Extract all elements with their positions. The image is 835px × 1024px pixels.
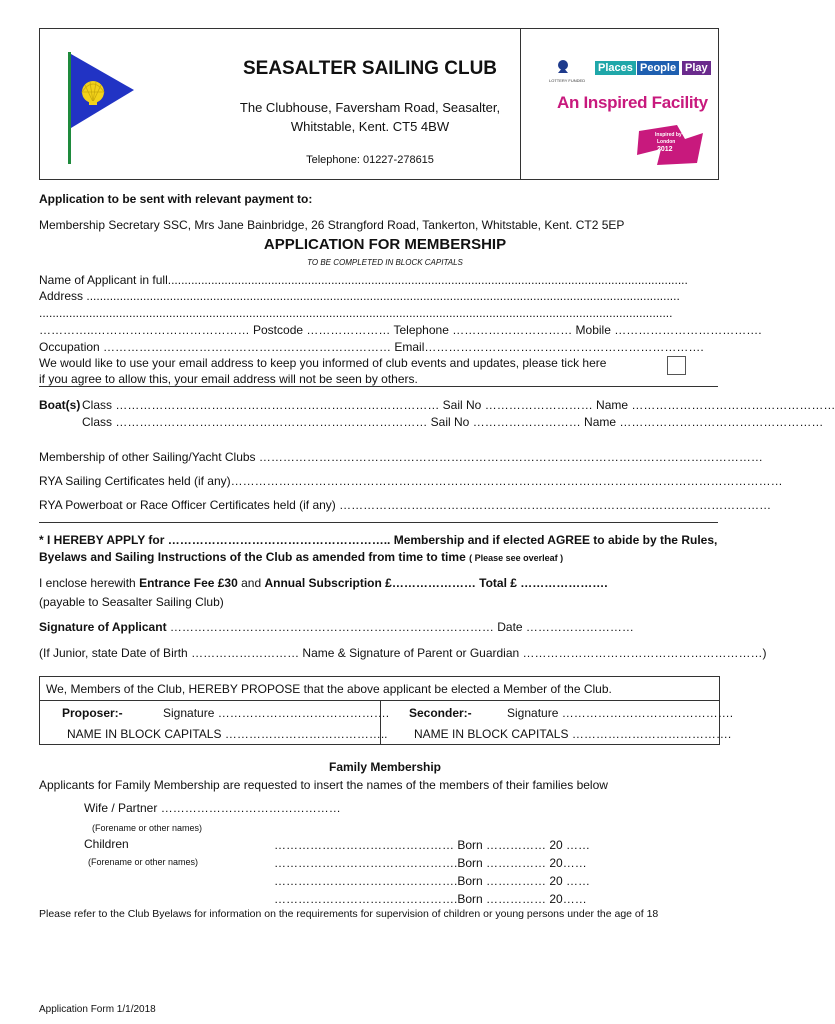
seconder-label: Seconder:-	[409, 706, 472, 720]
boat-1-field[interactable]: Class ……………………………………………………………………… Sail No ……………………… Name ……………………………………………	[82, 398, 835, 412]
children-label: Children	[84, 837, 129, 851]
divider-2	[39, 522, 718, 523]
email-consent-note-1: We would like to use your email address to keep you informed of club events and updates, please tick here	[39, 356, 607, 370]
club-address-line2: Whitstable, Kent. CT5 4BW	[290, 119, 450, 134]
annual-subscription-field[interactable]: Annual Subscription £………………… Total £ ………………….	[264, 576, 608, 590]
logo-play: Play	[682, 61, 711, 75]
forename-note-2: (Forename or other names)	[88, 857, 199, 867]
boat-2-field[interactable]: Class …………………………………………………………………… Sail No ……………………… Name ……………………………………………	[82, 415, 824, 429]
address-field-2[interactable]: ..............................................................................................................................................................................................	[39, 306, 673, 320]
applicant-name-field[interactable]: Name of Applicant in full............................................................................................................................................................	[39, 273, 688, 287]
email-consent-note-2: if you agree to allow this, your email address will not be seen by others.	[39, 372, 418, 386]
proposer-signature-field[interactable]: Signature …………………………………….	[163, 706, 390, 720]
family-intro: Applicants for Family Membership are requested to insert the names of the members of their families below	[39, 778, 608, 792]
club-address-line1: The Clubhouse, Faversham Road, Seasalter,	[239, 100, 501, 115]
proposer-label: Proposer:-	[62, 706, 123, 720]
form-version: Application Form 1/1/2018	[39, 1004, 156, 1015]
payable-note: (payable to Seasalter Sailing Club)	[39, 595, 224, 609]
divider-1	[39, 386, 718, 387]
rya-powerboat-field[interactable]: RYA Powerboat or Race Officer Certificates held (if any) ………………………………………………………………………………………………	[39, 498, 772, 512]
proposer-name-field[interactable]: NAME IN BLOCK CAPITALS …………………………………..	[67, 727, 388, 741]
signature-label: Signature of Applicant	[39, 620, 167, 634]
seconder-signature-field[interactable]: Signature …………………………………….	[507, 706, 734, 720]
other-clubs-field[interactable]: Membership of other Sailing/Yacht Clubs ………………………………………………………………………………………………………………	[39, 450, 763, 464]
payment-address: Membership Secretary SSC, Mrs Jane Bainbridge, 26 Strangford Road, Tankerton, Whitstable, Kent. CT2 5EP	[39, 218, 625, 232]
club-telephone: Telephone: 01227-278615	[306, 154, 434, 166]
boats-label: Boat(s)	[39, 398, 81, 412]
child-1-field[interactable]: ……………………………………… Born …………… 20 ……	[274, 838, 591, 852]
lottery-funded-text: LOTTERY FUNDED	[549, 78, 586, 83]
places-people-play-logo	[543, 45, 713, 170]
club-burgee-logo	[62, 48, 140, 168]
apply-statement-line2: Byelaws and Sailing Instructions of the Club as amended from time to time	[39, 550, 466, 564]
logo-people: People	[637, 61, 679, 75]
logo-places: Places	[595, 61, 636, 75]
entrance-fee: Entrance Fee £30	[139, 576, 238, 590]
lottery-icon	[555, 59, 571, 75]
wife-partner-field[interactable]: Wife / Partner ………………………………………	[84, 801, 341, 815]
badge-line1: Inspired by	[655, 132, 682, 138]
forename-note-1: (Forename or other names)	[92, 823, 203, 833]
payment-heading: Application to be sent with relevant payment to:	[39, 192, 313, 206]
child-4-field[interactable]: ……………………………………….Born …………… 20……	[274, 892, 587, 906]
byelaws-note: Please refer to the Club Byelaws for information on the requirements for supervision of children or young persons under the age of 18	[39, 908, 659, 920]
london-2012-badge	[637, 125, 705, 165]
junior-details-field[interactable]: (If Junior, state Date of Birth ……………………… Name & Signature of Parent or Guardian ……………………………………………………)	[39, 646, 767, 660]
form-subtitle: TO BE COMPLETED IN BLOCK CAPITALS	[307, 258, 463, 267]
seconder-name-field[interactable]: NAME IN BLOCK CAPITALS ………………………………….	[414, 727, 732, 741]
address-field[interactable]: Address ..................................................................................................................................................................................	[39, 289, 680, 303]
signature-date-field[interactable]: ……………………………………………………………………… Date ………………………	[166, 620, 634, 634]
logo-inspired-facility: An Inspired Facility	[557, 93, 708, 112]
occupation-email-field[interactable]: Occupation ……………………………………………………………… Email…………………………………………………………….	[39, 340, 704, 354]
child-2-field[interactable]: ……………………………………….Born …………… 20……	[274, 856, 587, 870]
form-title: APPLICATION FOR MEMBERSHIP	[263, 236, 507, 253]
badge-line2: London	[657, 139, 676, 145]
club-name: SEASALTER SAILING CLUB	[242, 58, 498, 79]
see-overleaf-note: ( Please see overleaf )	[469, 553, 564, 563]
enclose-text: I enclose herewith	[39, 576, 140, 590]
postcode-telephone-mobile-field[interactable]: …………..………………………………… Postcode ………………… Telephone ………………………… Mobile ……………………………….	[39, 323, 762, 337]
email-consent-checkbox[interactable]	[667, 356, 686, 375]
family-membership-title: Family Membership	[328, 760, 442, 774]
apply-statement-line1: * I HEREBY APPLY for ……………………………………………….. Membership and if elected AGREE to abide by the Rules,	[39, 533, 718, 547]
rya-certificates-field[interactable]: RYA Sailing Certificates held (if any)…………………………………………………………………………………………………………………………	[39, 474, 783, 488]
badge-line3: 2012	[657, 146, 673, 153]
enclose-and: and	[237, 576, 265, 590]
propose-statement: We, Members of the Club, HEREBY PROPOSE that the above applicant be elected a Member of the Club.	[46, 682, 612, 696]
header-divider	[520, 28, 521, 180]
child-3-field[interactable]: ……………………………………….Born …………… 20 ……	[274, 874, 591, 888]
